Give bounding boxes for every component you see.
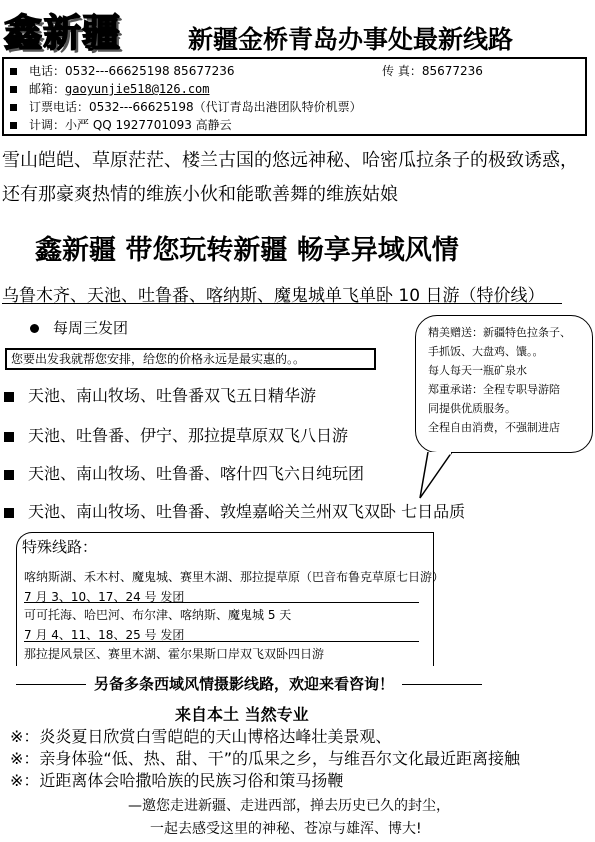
planner-text: 计调：小严 QQ 1927701093 高静云: [29, 118, 232, 132]
bullet-square-icon: [4, 470, 14, 480]
feature-item: ※：炎炎夏日欣赏白雪皑皑的天山博格达峰壮美景观、: [10, 727, 392, 746]
intro-line-2: 还有那豪爽热情的维族小伙和能歌善舞的维族姑娘: [2, 184, 398, 205]
divider-right: [402, 684, 482, 685]
feature-item: ※：亲身体验“低、热、甜、干”的瓜果之乡，与维吾尔文化最近距离接触: [10, 749, 520, 768]
special-route-date: 7 月 3、10、17、24 号 发团: [24, 590, 185, 604]
bullet-dot-icon: [30, 324, 39, 333]
fax-text: 传 真：85677236: [382, 64, 483, 78]
bubble-line: 手抓饭、大盘鸡、馕。。: [428, 345, 544, 358]
route-item: [4, 423, 348, 446]
bubble-line: 全程自由消费，不强制进店: [428, 421, 560, 434]
tagline: 来自本土 当然专业: [175, 705, 309, 724]
closing-line-2: 一起去感受这里的神秘、苍凉与雄浑、博大!: [150, 821, 422, 837]
bullet-square-icon: [10, 86, 17, 93]
intro-line-1: 雪山皑皑、草原茫茫、楼兰古国的悠远神秘、哈密瓜拉条子的极致诱惑，: [2, 150, 578, 171]
notice-box: 您要出发我就帮您安排，给您的价格永远是最实惠的。。: [5, 348, 376, 370]
special-divider: [24, 641, 419, 642]
bullet-square-icon: [4, 432, 14, 442]
booking-row: [10, 98, 579, 116]
contact-box: [2, 57, 587, 136]
route-text: 天池、南山牧场、吐鲁番、喀什四飞六日纯玩团: [28, 464, 365, 483]
route-item: [4, 383, 316, 406]
page-title: 新疆金桥青岛办事处最新线路: [188, 25, 514, 54]
special-route-line: 喀纳斯湖、禾木村、魔鬼城、赛里木湖、那拉提草原（巴音布鲁克草原七日游）: [24, 570, 445, 584]
phone-text: 电话：0532---66625198 85677236: [29, 64, 235, 78]
bubble-line: 精美赠送：新疆特色拉条子、: [428, 326, 571, 339]
bullet-square-icon: [4, 392, 14, 402]
route-item: [4, 461, 364, 484]
feature-item: ※：近距离体会哈撒哈族的民族习俗和策马扬鞭: [10, 771, 344, 790]
divider-left: [16, 684, 86, 685]
bubble-line: 郑重承诺：全程专职导游陪: [428, 383, 560, 396]
extra-routes-note: [8, 673, 586, 694]
weekly-text: 每周三发团: [53, 319, 129, 337]
special-divider: [24, 602, 419, 603]
slogan: 鑫新疆 带您玩转新疆 畅享异域风情: [35, 235, 459, 266]
extra-text: 另备多条西域风情摄影线路，欢迎来看咨询！: [94, 675, 395, 693]
special-routes-title: 特殊线路：: [22, 538, 98, 556]
booking-text: 订票电话：0532---66625198（代订青岛出港团队特价机票）: [29, 100, 362, 114]
route-text: 天池、南山牧场、吐鲁番双飞五日精华游: [28, 386, 317, 405]
bubble-line: 同提供优质服务。: [428, 402, 516, 415]
bullet-square-icon: [10, 104, 17, 111]
email-label: 邮箱：: [29, 82, 66, 96]
special-route-date: 7 月 4、11、18、25 号 发团: [24, 628, 185, 642]
gift-promise-bubble: [415, 315, 593, 453]
special-route-line: 那拉提风景区、赛里木湖、霍尔果斯口岸双飞双卧四日游: [24, 647, 325, 661]
bullet-square-icon: [10, 68, 17, 75]
special-route-line: 可可托海、哈巴河、布尔津、喀纳斯、魔鬼城 5 天: [24, 608, 292, 622]
bullet-square-icon: [4, 508, 14, 518]
planner-row: [10, 116, 579, 134]
email-link[interactable]: gaoyunjie518@126.com: [65, 82, 210, 96]
bubble-line: 每人每天一瓶矿泉水: [428, 364, 527, 377]
route-text: 天池、南山牧场、吐鲁番、敦煌嘉峪关兰州双飞双卧 七日品质: [28, 502, 466, 521]
weekly-departure: [30, 317, 128, 338]
route-text: 天池、吐鲁番、伊宁、那拉提草原双飞八日游: [28, 426, 349, 445]
bubble-tail: [418, 452, 458, 502]
closing-line-1: —邀您走进新疆、走进西部，掸去历史已久的封尘，: [128, 798, 450, 814]
bullet-square-icon: [10, 122, 17, 129]
promo-route: 乌鲁木齐、天池、吐鲁番、喀纳斯、魔鬼城单飞单卧 10 日游（特价线）: [2, 286, 545, 306]
phone-row: [10, 62, 579, 80]
logo: 鑫新疆: [4, 11, 122, 55]
route-item: [4, 499, 465, 522]
promo-underline: [2, 303, 562, 304]
email-row: [10, 80, 579, 98]
